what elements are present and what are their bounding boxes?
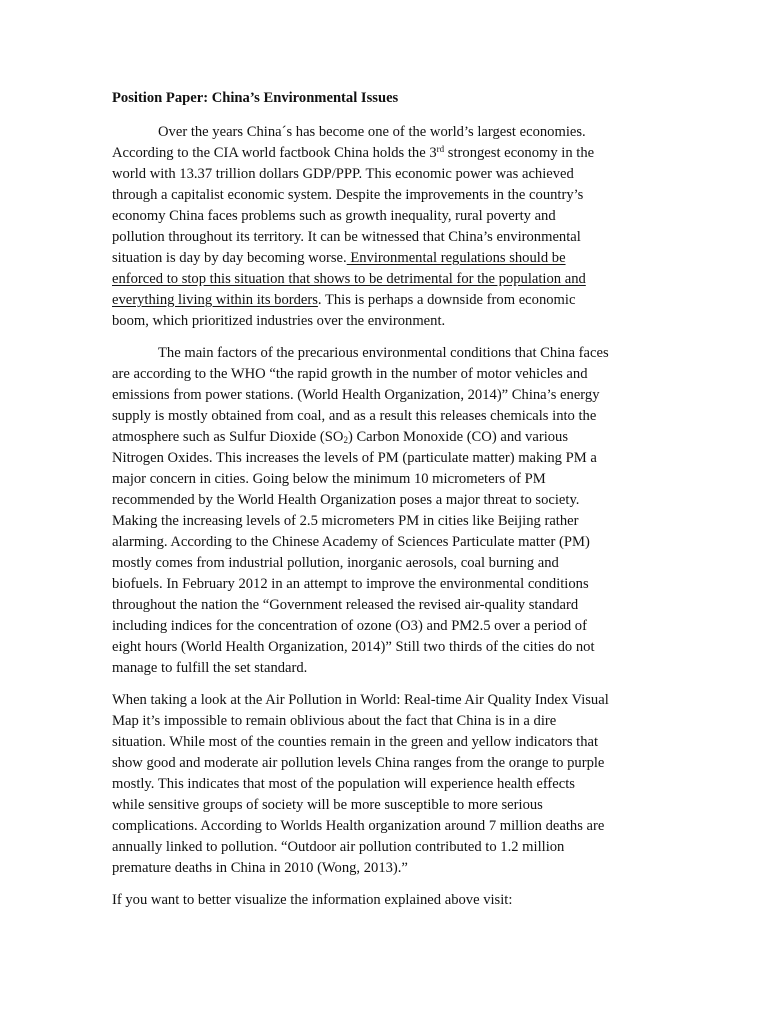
text-line: Over the years China´s has become one of the world’s largest economies.: [158, 124, 586, 140]
text-line: mostly. This indicates that most of the population will experience health effects: [112, 776, 575, 792]
underlined-thesis: enforced to stop this situation that shows to be detrimental for the population and: [112, 271, 586, 287]
text-segment: strongest economy in the: [444, 145, 595, 161]
text-line: Map it’s impossible to remain oblivious about the fact that China is in a dire: [112, 713, 557, 729]
text-segment: situation is day by day becoming worse.: [112, 250, 347, 266]
text-line: biofuels. In February 2012 in an attempt to improve the environmental conditions: [112, 576, 589, 592]
text-line: complications. According to Worlds Health organization around 7 million deaths are: [112, 818, 605, 834]
text-line: supply is mostly obtained from coal, and as a result this releases chemicals into the: [112, 408, 597, 424]
text-line: throughout the nation the “Government released the revised air-quality standard: [112, 597, 579, 613]
text-line: economy China faces problems such as growth inequality, rural poverty and: [112, 208, 556, 224]
text-line: recommended by the World Health Organization poses a major threat to society.: [112, 492, 580, 508]
text-line: pollution throughout its territory. It can be witnessed that China’s environmental: [112, 229, 581, 245]
text-line: annually linked to pollution. “Outdoor air pollution contributed to 1.2 million: [112, 839, 565, 855]
text-line: are according to the WHO “the rapid growth in the number of motor vehicles and: [112, 366, 588, 382]
text-segment: ) Carbon Monoxide (CO) and various: [347, 429, 569, 445]
text-line: When taking a look at the Air Pollution in World: Real-time Air Quality Index Visual: [112, 692, 609, 708]
text-segment: . This is perhaps a downside from economic: [317, 292, 576, 308]
text-line: Making the increasing levels of 2.5 micrometers PM in cities like Beijing rather: [112, 513, 579, 529]
text-line: manage to fulfill the set standard.: [112, 660, 308, 676]
text-line: while sensitive groups of society will be more susceptible to more serious: [112, 797, 543, 813]
underlined-thesis: Environmental regulations should be: [346, 250, 566, 266]
text-line: emissions from power stations. (World Health Organization, 2014)” China’s energy: [112, 387, 600, 403]
document-page: [112, 88, 657, 922]
ordinal-superscript: rd: [436, 144, 445, 154]
paragraph-visit: [112, 890, 657, 911]
text-line: through a capitalist economic system. Despite the improvements in the country’s: [112, 187, 584, 203]
paragraph-factors: [112, 343, 657, 679]
text-line: including indices for the concentration of ozone (O3) and PM2.5 over a period of: [112, 618, 587, 634]
text-line: [112, 427, 657, 448]
text-line: boom, which prioritized industries over the environment.: [112, 313, 446, 329]
text-line: premature deaths in China in 2010 (Wong, 2013).”: [112, 860, 408, 876]
text-line: [112, 290, 657, 311]
text-segment: atmosphere such as Sulfur Dioxide (SO: [112, 429, 344, 445]
text-line: mostly comes from industrial pollution, inorganic aerosols, coal burning and: [112, 555, 559, 571]
text-line: major concern in cities. Going below the minimum 10 micrometers of PM: [112, 471, 546, 487]
paragraph-air-quality-map: [112, 690, 657, 879]
text-line: [112, 143, 657, 164]
text-line: If you want to better visualize the information explained above visit:: [112, 892, 513, 908]
chemical-subscript: 2: [343, 435, 348, 445]
text-line: situation. While most of the counties remain in the green and yellow indicators that: [112, 734, 599, 750]
paragraph-intro: [112, 122, 657, 332]
underlined-thesis: everything living within its borders: [112, 292, 318, 308]
text-line: eight hours (World Health Organization, 2014)” Still two thirds of the cities do not: [112, 639, 595, 655]
text-line: show good and moderate air pollution levels China ranges from the orange to purple: [112, 755, 605, 771]
text-line: The main factors of the precarious environmental conditions that China faces: [158, 345, 609, 361]
text-line: [112, 248, 657, 269]
text-line: world with 13.37 trillion dollars GDP/PPP. This economic power was achieved: [112, 166, 574, 182]
document-title: Position Paper: China’s Environmental Issues: [112, 90, 399, 106]
text-line: Nitrogen Oxides. This increases the levels of PM (particulate matter) making PM a: [112, 450, 597, 466]
text-segment: According to the CIA world factbook China holds the 3: [112, 145, 437, 161]
text-line: alarming. According to the Chinese Academy of Sciences Particulate matter (PM): [112, 534, 590, 550]
